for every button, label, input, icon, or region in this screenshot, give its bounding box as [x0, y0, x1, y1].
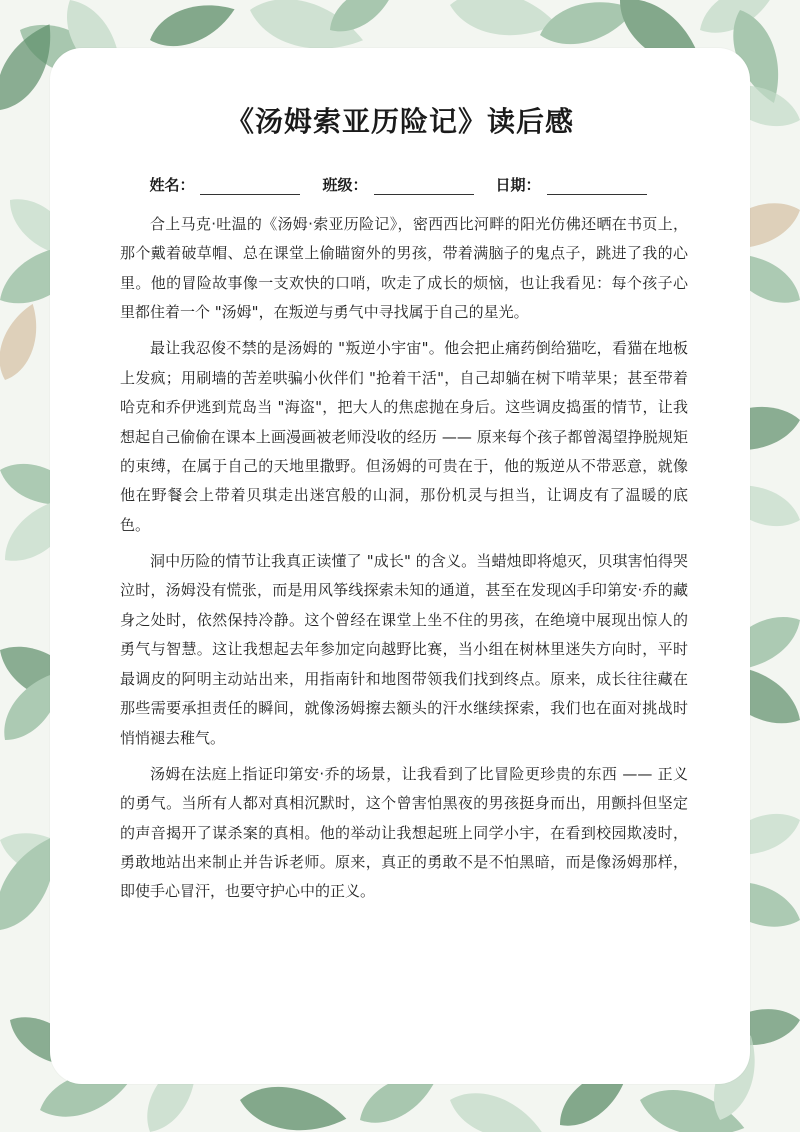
essay-body: [120, 210, 688, 914]
paragraph: 合上马克·吐温的《汤姆·索亚历险记》，密西西比河畔的阳光仿佛还晒在书页上，那个戴着破草帽、总在课堂上偷瞄窗外的男孩，带着满脑子的鬼点子，跳进了我的心里。他的冒险故事像一支欢快的口哨，吹走了成长的烦恼，也让我看见：每个孩子心里都住着一个 "汤姆"，在叛逆与勇气中寻找属于自己的星光。: [120, 215, 688, 322]
class-field: [322, 174, 477, 195]
paragraph: 汤姆在法庭上指证印第安·乔的场景，让我看到了比冒险更珍贵的东西 —— 正义的勇气。当所有人都对真相沉默时，这个曾害怕黑夜的男孩挺身而出，用颤抖但坚定的声音揭开了谋杀案的真相。他的举动让我想起班上同学小宇，在看到校园欺凌时，勇敢地站出来制止并告诉老师。原来，真正的勇敢不是不怕黑暗，而是像汤姆那样，即使手心冒汗，也要守护心中的正义。: [120, 764, 688, 901]
date-label: 日期：: [495, 176, 541, 194]
paragraph: 洞中历险的情节让我真正读懂了 "成长" 的含义。当蜡烛即将熄灭，贝琪害怕得哭泣时，汤姆没有慌张，而是用风筝线探索未知的通道，甚至在发现凶手印第安·乔的藏身之处时，依然保持冷静。这个曾经在课堂上坐不住的男孩，在绝境中展现出惊人的勇气与智慧。这让我想起去年参加定向越野比赛，当小组在树林里迷失方向时，平时最调皮的阿明主动站出来，用指南针和地图带领我们找到终点。原来，成长往往藏在那些需要承担责任的瞬间，就像汤姆擦去额头的汗水继续探索，我们也在面对挑战时悄悄褪去稚气。: [120, 552, 688, 747]
date-field: [496, 174, 651, 195]
name-label: 姓名：: [149, 176, 195, 194]
class-label: 班级：: [322, 176, 368, 194]
document-title: 《汤姆索亚历险记》读后感: [225, 105, 574, 138]
student-info-row: [0, 174, 800, 195]
class-blank-line[interactable]: [374, 178, 474, 195]
paragraph: 最让我忍俊不禁的是汤姆的 "叛逆小宇宙"。他会把止痛药倒给猫吃，看猫在地板上发疯；用刷墙的苦差哄骗小伙伴们 "抢着干活"，自己却躺在树下啃苹果；甚至带着哈克和乔伊逃到荒岛当 "海盗"，把大人的焦虑抛在身后。这些调皮捣蛋的情节，让我想起自己偷偷在课本上画漫画被老师没收的经历 —— 原来每个孩子都曾渴望挣脱规矩的束缚，在属于自己的天地里撒野。但汤姆的可贵在于，他的叛逆从不带恶意，就像他在野餐会上带着贝琪走出迷宫般的山洞，那份机灵与担当，让调皮有了温暖的底色。: [120, 339, 688, 534]
date-blank-line[interactable]: [547, 178, 647, 195]
name-field: [149, 174, 304, 195]
name-blank-line[interactable]: [200, 178, 300, 195]
